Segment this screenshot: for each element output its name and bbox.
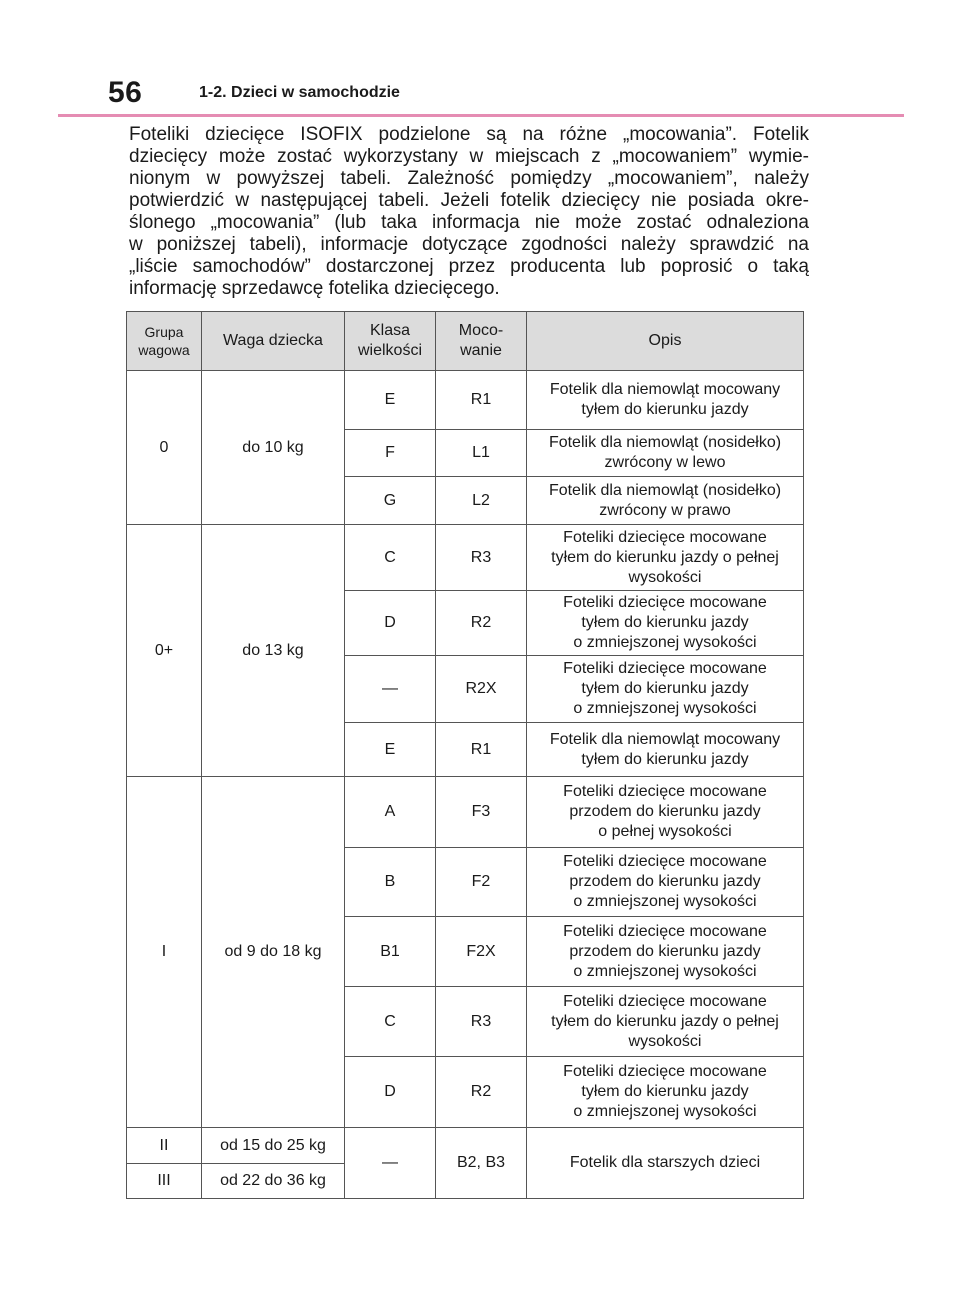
fixture-cell: F2: [436, 848, 527, 917]
header-fixture: Moco- wanie: [436, 312, 527, 371]
weight-cell: od 22 do 36 kg: [202, 1164, 345, 1199]
table-header-row: [127, 312, 804, 371]
description-cell: Foteliki dziecięce mocowane przodem do kierunku jazdy o pełnej wysokości: [527, 777, 804, 848]
fixture-cell: R3: [436, 987, 527, 1057]
fixture-cell: F3: [436, 777, 527, 848]
group-cell: I: [127, 777, 202, 1128]
description-cell: Foteliki dziecięce mocowane tyłem do kierunku jazdy o zmniejszonej wysokości: [527, 591, 804, 656]
fixture-cell: R1: [436, 723, 527, 777]
intro-line: nionym w powyższej tabeli. Zależność pomiędzy „mocowaniem”, należy: [129, 168, 809, 189]
fixture-cell: R2X: [436, 656, 527, 723]
intro-line: Foteliki dziecięce ISOFIX podzielone są na różne „mocowania”. Fotelik: [129, 124, 809, 145]
intro-line: potwierdzić w następującej tabeli. Jeżeli fotelik dziecięcy nie posiada okre-: [129, 190, 809, 211]
header-weight: Waga dziecka: [202, 312, 345, 371]
group-cell: 0: [127, 371, 202, 525]
isofix-fixture-table: [126, 311, 804, 1199]
weight-cell: do 10 kg: [202, 371, 345, 525]
description-cell: Foteliki dziecięce mocowane tyłem do kierunku jazdy o pełnej wysokości: [527, 987, 804, 1057]
description-cell: Fotelik dla starszych dzieci: [527, 1128, 804, 1199]
intro-line: informację sprzedawcę fotelika dziecięcego.: [129, 278, 500, 299]
size-class-cell: D: [345, 591, 436, 656]
fixture-cell: L1: [436, 430, 527, 477]
size-class-cell: —: [345, 1128, 436, 1199]
intro-line: dziecięcy może zostać wykorzystany w miejscach z „mocowaniem” wymie-: [129, 146, 809, 167]
description-cell: Foteliki dziecięce mocowane przodem do kierunku jazdy o zmniejszonej wysokości: [527, 917, 804, 987]
header-description: Opis: [527, 312, 804, 371]
fixture-cell: R3: [436, 525, 527, 591]
fixture-cell: B2, B3: [436, 1128, 527, 1199]
size-class-cell: F: [345, 430, 436, 477]
size-class-cell: E: [345, 371, 436, 430]
weight-cell: od 9 do 18 kg: [202, 777, 345, 1128]
group-cell: III: [127, 1164, 202, 1199]
size-class-cell: A: [345, 777, 436, 848]
weight-cell: od 15 do 25 kg: [202, 1128, 345, 1164]
intro-line: ślonego „mocowania” (lub taka informacja nie może zostać odnaleziona: [129, 212, 809, 233]
description-cell: Fotelik dla niemowląt (nosidełko) zwrócony w lewo: [527, 430, 804, 477]
size-class-cell: B: [345, 848, 436, 917]
size-class-cell: C: [345, 987, 436, 1057]
header-group: Grupa wagowa: [127, 312, 202, 371]
table-row: [127, 371, 804, 430]
table-row: [127, 1128, 804, 1164]
weight-cell: do 13 kg: [202, 525, 345, 777]
table-row: [127, 525, 804, 591]
description-cell: Foteliki dziecięce mocowane tyłem do kierunku jazdy o zmniejszonej wysokości: [527, 656, 804, 723]
size-class-cell: G: [345, 477, 436, 525]
size-class-cell: D: [345, 1057, 436, 1128]
description-cell: Foteliki dziecięce mocowane tyłem do kierunku jazdy o zmniejszonej wysokości: [527, 1057, 804, 1128]
fixture-cell: L2: [436, 477, 527, 525]
fixture-cell: R2: [436, 1057, 527, 1128]
fixture-cell: R2: [436, 591, 527, 656]
header-divider: [58, 114, 904, 117]
group-cell: II: [127, 1128, 202, 1164]
description-cell: Fotelik dla niemowląt (nosidełko) zwrócony w prawo: [527, 477, 804, 525]
intro-line: w poniższej tabeli), informacje dotyczące zgodności należy sprawdzić na: [129, 234, 809, 255]
description-cell: Fotelik dla niemowląt mocowany tyłem do kierunku jazdy: [527, 723, 804, 777]
intro-line: „liście samochodów” dostarczonej przez producenta lub poprosić o taką: [129, 256, 809, 277]
group-cell: 0+: [127, 525, 202, 777]
header-size-class: Klasa wielkości: [345, 312, 436, 371]
size-class-cell: C: [345, 525, 436, 591]
description-cell: Foteliki dziecięce mocowane tyłem do kierunku jazdy o pełnej wysokości: [527, 525, 804, 591]
section-title: 1-2. Dzieci w samochodzie: [199, 84, 400, 101]
page-number: 56: [108, 76, 143, 109]
fixture-cell: R1: [436, 371, 527, 430]
table-row: [127, 777, 804, 848]
intro-paragraph: [129, 124, 809, 300]
size-class-cell: E: [345, 723, 436, 777]
fixture-cell: F2X: [436, 917, 527, 987]
size-class-cell: B1: [345, 917, 436, 987]
description-cell: Fotelik dla niemowląt mocowany tyłem do kierunku jazdy: [527, 371, 804, 430]
description-cell: Foteliki dziecięce mocowane przodem do kierunku jazdy o zmniejszonej wysokości: [527, 848, 804, 917]
size-class-cell: —: [345, 656, 436, 723]
